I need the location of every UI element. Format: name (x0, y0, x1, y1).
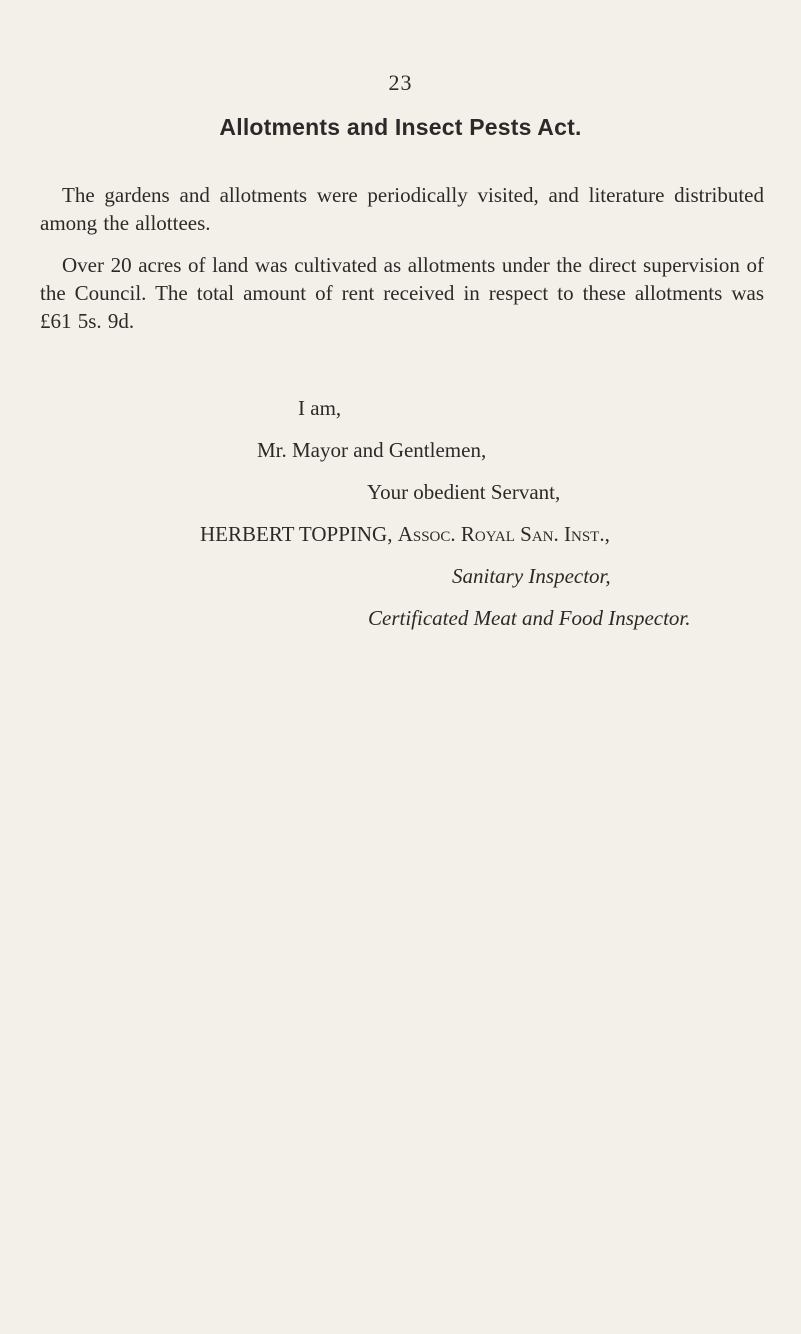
signatory-qualification: Assoc. Royal San. Inst., (397, 522, 610, 546)
closing-salutation: Mr. Mayor and Gentlemen, (257, 438, 487, 462)
closing-valediction: Your obedient Servant, (367, 480, 561, 504)
paragraph-inspections: The gardens and allotments were periodically visited, and literature distributed among the allottees. (40, 183, 764, 235)
closing-i-am: I am, (298, 396, 342, 420)
page-number: 23 (388, 70, 413, 95)
signature-line (200, 522, 610, 547)
section-heading: Allotments and Insect Pests Act. (219, 114, 582, 140)
signatory-title-sanitary: Sanitary Inspector, (452, 564, 611, 588)
signatory-name: HERBERT TOPPING, (200, 522, 393, 546)
paragraph-allotments-rent: Over 20 acres of land was cultivated as allotments under the direct supervision of the Council. The total amount of rent received in respect to these allotments was £61 5s. 9d. (40, 253, 764, 333)
signatory-title-meat-food: Certificated Meat and Food Inspector. (368, 606, 691, 630)
